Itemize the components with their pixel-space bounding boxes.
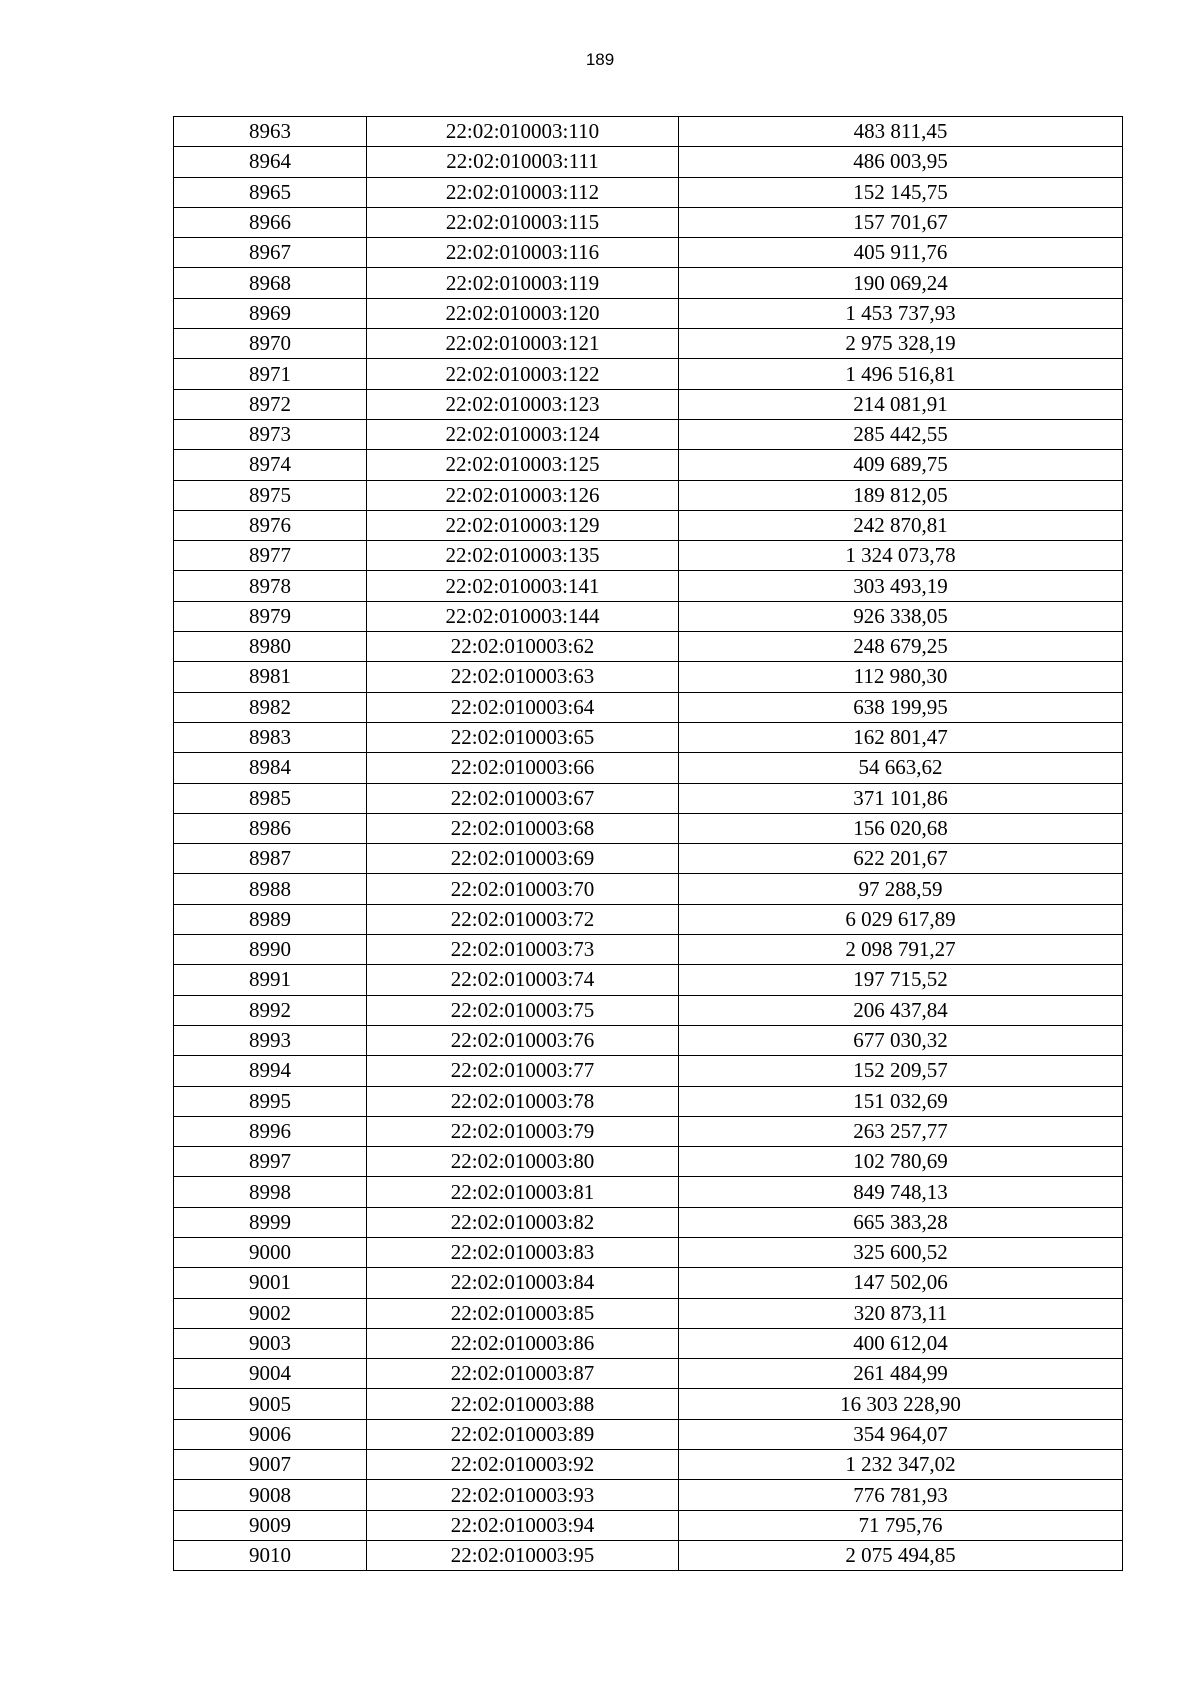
table-row bbox=[174, 1298, 1123, 1328]
table-row bbox=[174, 753, 1123, 783]
table-row bbox=[174, 935, 1123, 965]
cadastral-value-cell: 214 081,91 bbox=[679, 389, 1123, 419]
cadastral-value-cell: 325 600,52 bbox=[679, 1237, 1123, 1267]
row-number-cell: 8991 bbox=[174, 965, 367, 995]
cadastral-value-cell: 152 209,57 bbox=[679, 1056, 1123, 1086]
cadastral-number-cell: 22:02:010003:70 bbox=[367, 874, 679, 904]
page-number: 189 bbox=[585, 50, 615, 69]
row-number-cell: 9008 bbox=[174, 1480, 367, 1510]
cadastral-value-cell: 285 442,55 bbox=[679, 419, 1123, 449]
table-row bbox=[174, 1389, 1123, 1419]
cadastral-value-cell: 320 873,11 bbox=[679, 1298, 1123, 1328]
cadastral-value-cell: 400 612,04 bbox=[679, 1328, 1123, 1358]
table-row bbox=[174, 541, 1123, 571]
cadastral-number-cell: 22:02:010003:116 bbox=[367, 238, 679, 268]
table-row bbox=[174, 389, 1123, 419]
row-number-cell: 9003 bbox=[174, 1328, 367, 1358]
cadastral-value-cell: 1 453 737,93 bbox=[679, 298, 1123, 328]
cadastral-number-cell: 22:02:010003:141 bbox=[367, 571, 679, 601]
row-number-cell: 8978 bbox=[174, 571, 367, 601]
row-number-cell: 8984 bbox=[174, 753, 367, 783]
cadastral-number-cell: 22:02:010003:125 bbox=[367, 450, 679, 480]
cadastral-number-cell: 22:02:010003:92 bbox=[367, 1450, 679, 1480]
table-row bbox=[174, 1480, 1123, 1510]
row-number-cell: 9001 bbox=[174, 1268, 367, 1298]
row-number-cell: 9004 bbox=[174, 1359, 367, 1389]
table-row bbox=[174, 147, 1123, 177]
table-row bbox=[174, 177, 1123, 207]
row-number-cell: 8982 bbox=[174, 692, 367, 722]
cadastral-value-cell: 776 781,93 bbox=[679, 1480, 1123, 1510]
table-row bbox=[174, 995, 1123, 1025]
row-number-cell: 8972 bbox=[174, 389, 367, 419]
row-number-cell: 8988 bbox=[174, 874, 367, 904]
row-number-cell: 9000 bbox=[174, 1237, 367, 1267]
cadastral-number-cell: 22:02:010003:135 bbox=[367, 541, 679, 571]
row-number-cell: 8977 bbox=[174, 541, 367, 571]
cadastral-value-cell: 1 232 347,02 bbox=[679, 1450, 1123, 1480]
cadastral-number-cell: 22:02:010003:78 bbox=[367, 1086, 679, 1116]
cadastral-number-cell: 22:02:010003:86 bbox=[367, 1328, 679, 1358]
cadastral-number-cell: 22:02:010003:123 bbox=[367, 389, 679, 419]
row-number-cell: 8981 bbox=[174, 662, 367, 692]
table-row bbox=[174, 571, 1123, 601]
row-number-cell: 8985 bbox=[174, 783, 367, 813]
cadastral-value-cell: 261 484,99 bbox=[679, 1359, 1123, 1389]
cadastral-value-cell: 157 701,67 bbox=[679, 207, 1123, 237]
cadastral-number-cell: 22:02:010003:79 bbox=[367, 1116, 679, 1146]
table-row bbox=[174, 1450, 1123, 1480]
table-row bbox=[174, 1540, 1123, 1570]
table-row bbox=[174, 874, 1123, 904]
cadastral-number-cell: 22:02:010003:62 bbox=[367, 632, 679, 662]
cadastral-value-cell: 156 020,68 bbox=[679, 813, 1123, 843]
cadastral-value-cell: 409 689,75 bbox=[679, 450, 1123, 480]
table-row bbox=[174, 268, 1123, 298]
cadastral-number-cell: 22:02:010003:88 bbox=[367, 1389, 679, 1419]
table-row bbox=[174, 1177, 1123, 1207]
table-row bbox=[174, 419, 1123, 449]
table-body bbox=[174, 117, 1123, 1571]
table-row bbox=[174, 1237, 1123, 1267]
cadastral-number-cell: 22:02:010003:87 bbox=[367, 1359, 679, 1389]
row-number-cell: 8999 bbox=[174, 1207, 367, 1237]
table-row bbox=[174, 1056, 1123, 1086]
table-row bbox=[174, 510, 1123, 540]
row-number-cell: 8971 bbox=[174, 359, 367, 389]
row-number-cell: 8976 bbox=[174, 510, 367, 540]
cadastral-value-cell: 483 811,45 bbox=[679, 117, 1123, 147]
cadastral-value-cell: 1 496 516,81 bbox=[679, 359, 1123, 389]
cadastral-value-cell: 354 964,07 bbox=[679, 1419, 1123, 1449]
cadastral-value-cell: 849 748,13 bbox=[679, 1177, 1123, 1207]
table-row bbox=[174, 904, 1123, 934]
row-number-cell: 8964 bbox=[174, 147, 367, 177]
cadastral-value-cell: 54 663,62 bbox=[679, 753, 1123, 783]
cadastral-number-cell: 22:02:010003:95 bbox=[367, 1540, 679, 1570]
cadastral-number-cell: 22:02:010003:120 bbox=[367, 298, 679, 328]
row-number-cell: 8968 bbox=[174, 268, 367, 298]
cadastral-value-cell: 263 257,77 bbox=[679, 1116, 1123, 1146]
table-row bbox=[174, 1147, 1123, 1177]
row-number-cell: 8969 bbox=[174, 298, 367, 328]
cadastral-value-cell: 242 870,81 bbox=[679, 510, 1123, 540]
cadastral-value-cell: 151 032,69 bbox=[679, 1086, 1123, 1116]
cadastral-value-cell: 248 679,25 bbox=[679, 632, 1123, 662]
cadastral-value-cell: 6 029 617,89 bbox=[679, 904, 1123, 934]
cadastral-number-cell: 22:02:010003:76 bbox=[367, 1025, 679, 1055]
cadastral-value-cell: 405 911,76 bbox=[679, 238, 1123, 268]
table-row bbox=[174, 329, 1123, 359]
row-number-cell: 8963 bbox=[174, 117, 367, 147]
cadastral-value-cell: 102 780,69 bbox=[679, 1147, 1123, 1177]
table-row bbox=[174, 1086, 1123, 1116]
cadastral-value-cell: 16 303 228,90 bbox=[679, 1389, 1123, 1419]
row-number-cell: 9006 bbox=[174, 1419, 367, 1449]
cadastral-number-cell: 22:02:010003:94 bbox=[367, 1510, 679, 1540]
cadastral-value-cell: 677 030,32 bbox=[679, 1025, 1123, 1055]
table-row bbox=[174, 692, 1123, 722]
table-row bbox=[174, 813, 1123, 843]
cadastral-number-cell: 22:02:010003:75 bbox=[367, 995, 679, 1025]
cadastral-number-cell: 22:02:010003:72 bbox=[367, 904, 679, 934]
table-row bbox=[174, 238, 1123, 268]
row-number-cell: 8965 bbox=[174, 177, 367, 207]
cadastral-value-cell: 197 715,52 bbox=[679, 965, 1123, 995]
cadastral-value-cell: 189 812,05 bbox=[679, 480, 1123, 510]
row-number-cell: 8966 bbox=[174, 207, 367, 237]
row-number-cell: 8993 bbox=[174, 1025, 367, 1055]
table-row bbox=[174, 632, 1123, 662]
cadastral-value-cell: 926 338,05 bbox=[679, 601, 1123, 631]
table-row bbox=[174, 1359, 1123, 1389]
cadastral-number-cell: 22:02:010003:93 bbox=[367, 1480, 679, 1510]
table-row bbox=[174, 480, 1123, 510]
table-row bbox=[174, 298, 1123, 328]
cadastral-value-cell: 1 324 073,78 bbox=[679, 541, 1123, 571]
cadastral-number-cell: 22:02:010003:144 bbox=[367, 601, 679, 631]
row-number-cell: 9005 bbox=[174, 1389, 367, 1419]
cadastral-number-cell: 22:02:010003:111 bbox=[367, 147, 679, 177]
cadastral-number-cell: 22:02:010003:129 bbox=[367, 510, 679, 540]
cadastral-number-cell: 22:02:010003:82 bbox=[367, 1207, 679, 1237]
row-number-cell: 8996 bbox=[174, 1116, 367, 1146]
cadastral-value-cell: 638 199,95 bbox=[679, 692, 1123, 722]
cadastral-number-cell: 22:02:010003:110 bbox=[367, 117, 679, 147]
row-number-cell: 8994 bbox=[174, 1056, 367, 1086]
cadastral-value-cell: 665 383,28 bbox=[679, 1207, 1123, 1237]
cadastral-number-cell: 22:02:010003:67 bbox=[367, 783, 679, 813]
table-row bbox=[174, 450, 1123, 480]
table-row bbox=[174, 1328, 1123, 1358]
cadastral-number-cell: 22:02:010003:73 bbox=[367, 935, 679, 965]
cadastral-number-cell: 22:02:010003:64 bbox=[367, 692, 679, 722]
cadastral-number-cell: 22:02:010003:74 bbox=[367, 965, 679, 995]
table-row bbox=[174, 662, 1123, 692]
cadastral-number-cell: 22:02:010003:77 bbox=[367, 1056, 679, 1086]
row-number-cell: 8973 bbox=[174, 419, 367, 449]
cadastral-number-cell: 22:02:010003:83 bbox=[367, 1237, 679, 1267]
cadastral-number-cell: 22:02:010003:112 bbox=[367, 177, 679, 207]
row-number-cell: 8997 bbox=[174, 1147, 367, 1177]
cadastral-number-cell: 22:02:010003:115 bbox=[367, 207, 679, 237]
row-number-cell: 8974 bbox=[174, 450, 367, 480]
table-row bbox=[174, 783, 1123, 813]
table-row bbox=[174, 1116, 1123, 1146]
table-row bbox=[174, 601, 1123, 631]
cadastral-number-cell: 22:02:010003:85 bbox=[367, 1298, 679, 1328]
row-number-cell: 9010 bbox=[174, 1540, 367, 1570]
cadastral-value-cell: 2 098 791,27 bbox=[679, 935, 1123, 965]
row-number-cell: 9009 bbox=[174, 1510, 367, 1540]
cadastral-value-cell: 622 201,67 bbox=[679, 844, 1123, 874]
table-row bbox=[174, 1207, 1123, 1237]
cadastral-value-cell: 486 003,95 bbox=[679, 147, 1123, 177]
cadastral-number-cell: 22:02:010003:63 bbox=[367, 662, 679, 692]
row-number-cell: 8980 bbox=[174, 632, 367, 662]
cadastral-value-cell: 71 795,76 bbox=[679, 1510, 1123, 1540]
cadastral-number-cell: 22:02:010003:66 bbox=[367, 753, 679, 783]
row-number-cell: 8967 bbox=[174, 238, 367, 268]
row-number-cell: 8995 bbox=[174, 1086, 367, 1116]
cadastral-value-cell: 152 145,75 bbox=[679, 177, 1123, 207]
table-row bbox=[174, 1510, 1123, 1540]
row-number-cell: 8987 bbox=[174, 844, 367, 874]
cadastral-number-cell: 22:02:010003:81 bbox=[367, 1177, 679, 1207]
cadastral-number-cell: 22:02:010003:119 bbox=[367, 268, 679, 298]
cadastral-value-cell: 303 493,19 bbox=[679, 571, 1123, 601]
row-number-cell: 8983 bbox=[174, 722, 367, 752]
cadastral-value-cell: 97 288,59 bbox=[679, 874, 1123, 904]
table-row bbox=[174, 965, 1123, 995]
table-row bbox=[174, 359, 1123, 389]
cadastral-number-cell: 22:02:010003:124 bbox=[367, 419, 679, 449]
cadastral-value-cell: 2 975 328,19 bbox=[679, 329, 1123, 359]
row-number-cell: 8998 bbox=[174, 1177, 367, 1207]
row-number-cell: 8986 bbox=[174, 813, 367, 843]
row-number-cell: 8989 bbox=[174, 904, 367, 934]
row-number-cell: 9002 bbox=[174, 1298, 367, 1328]
table-row bbox=[174, 117, 1123, 147]
cadastral-number-cell: 22:02:010003:68 bbox=[367, 813, 679, 843]
cadastral-value-cell: 190 069,24 bbox=[679, 268, 1123, 298]
cadastral-number-cell: 22:02:010003:121 bbox=[367, 329, 679, 359]
row-number-cell: 9007 bbox=[174, 1450, 367, 1480]
table-row bbox=[174, 207, 1123, 237]
cadastral-number-cell: 22:02:010003:122 bbox=[367, 359, 679, 389]
cadastral-value-cell: 206 437,84 bbox=[679, 995, 1123, 1025]
cadastral-number-cell: 22:02:010003:84 bbox=[367, 1268, 679, 1298]
cadastral-number-cell: 22:02:010003:65 bbox=[367, 722, 679, 752]
row-number-cell: 8970 bbox=[174, 329, 367, 359]
table-row bbox=[174, 844, 1123, 874]
cadastral-value-cell: 2 075 494,85 bbox=[679, 1540, 1123, 1570]
table-row bbox=[174, 1419, 1123, 1449]
row-number-cell: 8992 bbox=[174, 995, 367, 1025]
table-row bbox=[174, 1268, 1123, 1298]
cadastral-value-table bbox=[173, 116, 1123, 1571]
cadastral-value-cell: 162 801,47 bbox=[679, 722, 1123, 752]
table-row bbox=[174, 722, 1123, 752]
cadastral-number-cell: 22:02:010003:89 bbox=[367, 1419, 679, 1449]
row-number-cell: 8990 bbox=[174, 935, 367, 965]
cadastral-value-cell: 371 101,86 bbox=[679, 783, 1123, 813]
table-row bbox=[174, 1025, 1123, 1055]
cadastral-number-cell: 22:02:010003:80 bbox=[367, 1147, 679, 1177]
row-number-cell: 8979 bbox=[174, 601, 367, 631]
cadastral-value-cell: 147 502,06 bbox=[679, 1268, 1123, 1298]
cadastral-number-cell: 22:02:010003:126 bbox=[367, 480, 679, 510]
cadastral-value-cell: 112 980,30 bbox=[679, 662, 1123, 692]
cadastral-number-cell: 22:02:010003:69 bbox=[367, 844, 679, 874]
row-number-cell: 8975 bbox=[174, 480, 367, 510]
